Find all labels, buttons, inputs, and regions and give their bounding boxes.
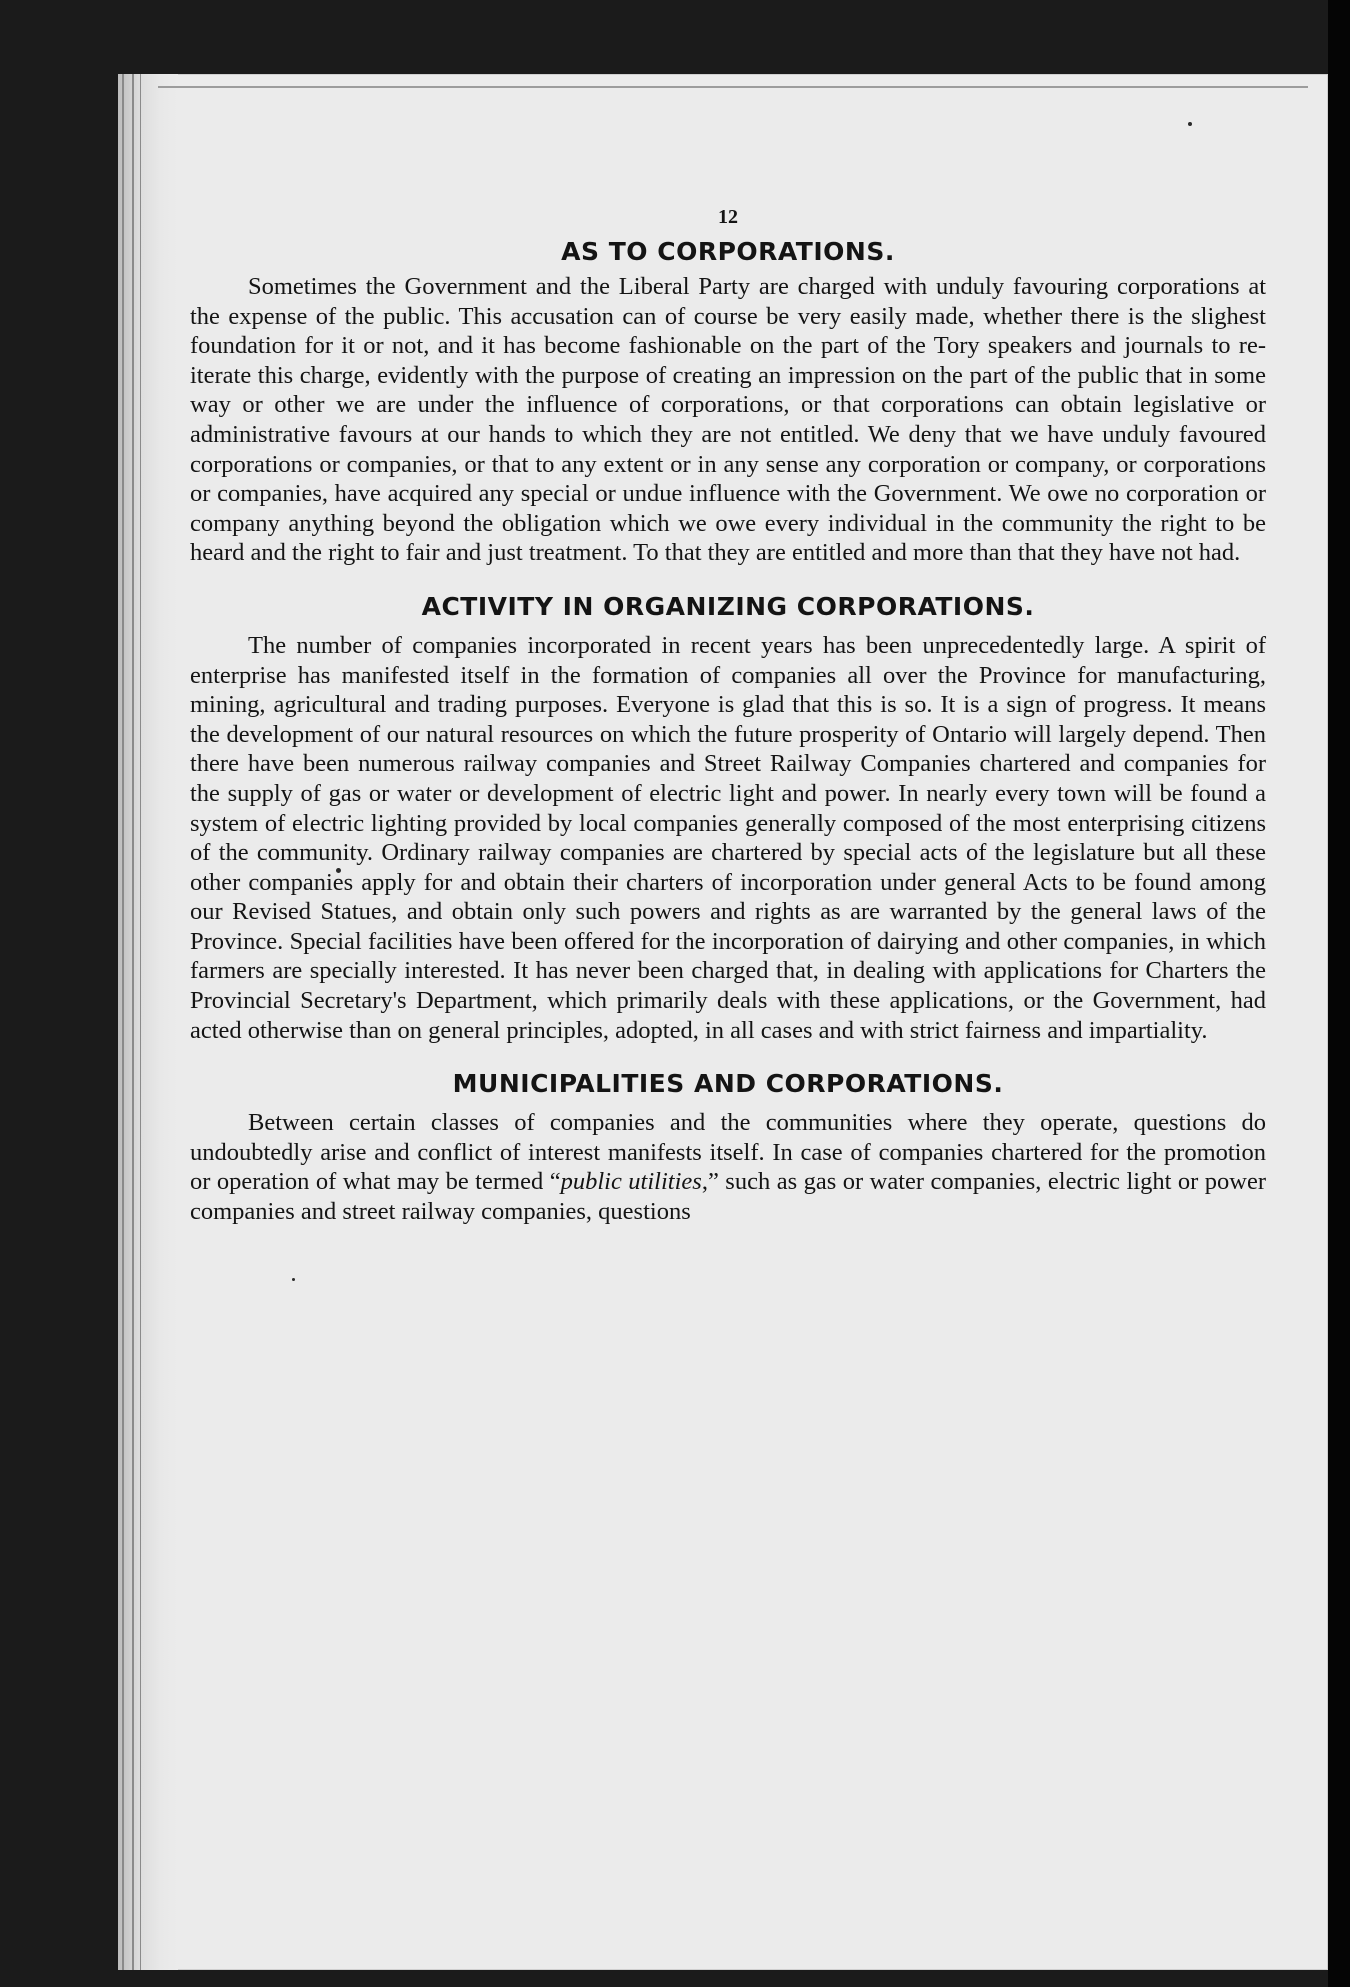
scan-backdrop <box>1328 0 1350 1987</box>
section-paragraph <box>190 1108 1266 1226</box>
page-binding-shadow <box>118 74 178 1970</box>
page-text <box>190 206 1266 1227</box>
section-paragraph: The number of companies incorporated in recent years has been unprecedentedly large. A spirit of enterprise has manifested itself in the formation of companies all over the Province for manufacturing, mining, agricultural and trading purposes. Everyone is glad that this is so. It is a sign of progress. It means the development of our natural resources on which the future prosperity of Ontario will largely depend. Then there have been numerous railway companies and Street Railway Companies chartered and companies for the supply of gas or water or development of electric light and power. In nearly every town will be found a system of electric lighting provided by local companies generally composed of the most enterprising citizens of the community. Ordinary railway companies are chartered by special acts of the legislature but all these other companies apply for and obtain their charters of incorporation under general Acts to be found among our Revised Statues, and obtain only such powers and rights as are warranted by the general laws of the Province. Special facilities have been offered for the incorporation of dairying and other companies, in which farmers are specially interested. It has never been charged that, in dealing with applications for Charters the Provincial Secretary's Department, which primarily deals with these applications, or the Government, had acted otherwise than on general principles, adopted, in all cases and with strict fairness and impartiality. <box>190 631 1266 1044</box>
section-heading: MUNICIPALITIES AND CORPORATIONS. <box>452 1069 1004 1099</box>
italic-phrase: public utilities <box>560 1168 702 1196</box>
paragraph-text: ,” such as gas or water companies, electric light or power companies and street railway companies, questions <box>190 1168 1266 1226</box>
speck <box>1188 122 1192 126</box>
section-municipalities-and-corporations <box>190 1069 1266 1226</box>
binding-edge-line <box>132 74 134 1970</box>
section-activity-in-organizing-corporations <box>190 592 1266 1045</box>
page-top-edge <box>158 86 1308 88</box>
paragraph-text: Between certain classes of companies and the communities where they operate, questions do undoubtedly arise and conflict of interest manifests itself. In case of companies chartered for the promotion or operation of what may be termed “ <box>190 1109 1266 1196</box>
section-as-to-corporations <box>190 237 1266 568</box>
page-number: 12 <box>718 206 738 228</box>
section-paragraph: Sometimes the Government and the Liberal Party are charged with unduly favouring corporations at the expense of the public. This accusation can of course be very easily made, whether there is the slighest foundation for it or not, and it has become fashionable on the part of the Tory speakers and journals to re-iterate this charge, evidently with the purpose of creating an impression on the part of the public that in some way or other we are under the influence of corporations, or that corporations can obtain legislative or administrative favours at our hands to which they are not entitled. We deny that we have unduly favoured corporations or companies, or that to any extent or in any sense any corporation or company, or corporations or companies, have acquired any special or undue influence with the Government. We owe no corporation or company anything beyond the obligation which we owe every individual in the community the right to be heard and the right to fair and just treatment. To that they are entitled and more than that they have not had. <box>190 273 1266 567</box>
binding-edge-line <box>140 74 141 1970</box>
binding-edge-line <box>122 74 124 1970</box>
section-heading: ACTIVITY IN ORGANIZING CORPORATIONS. <box>421 591 1035 621</box>
speck <box>292 1278 295 1281</box>
section-heading: AS TO CORPORATIONS. <box>561 237 895 266</box>
